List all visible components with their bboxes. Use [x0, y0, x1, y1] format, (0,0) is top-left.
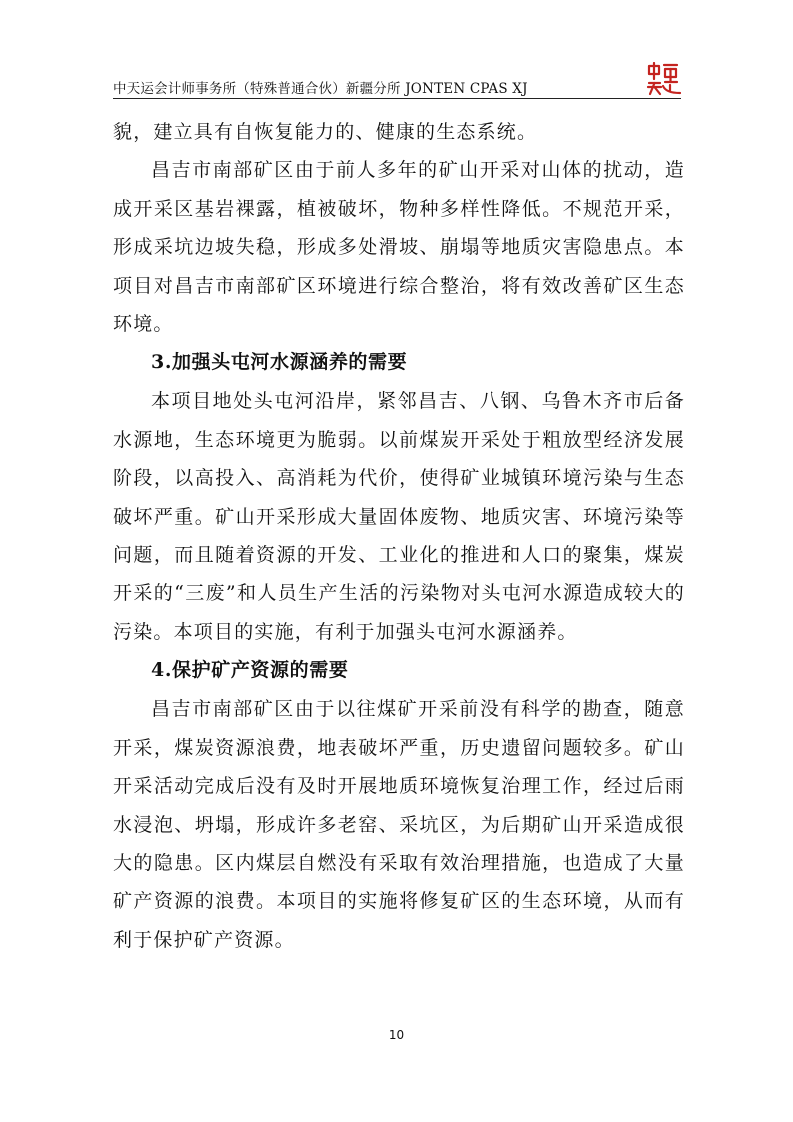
paragraph-water-source: 本项目地处头屯河沿岸，紧邻昌吉、八钢、乌鲁木齐市后备水源地，生态环境更为脆弱。以前煤炭开采处于粗放型经济发展阶段，以高投入、高消耗为代价，使得矿业城镇环境污染与生态破坏严重。矿山开采形成大量固体废物、地质灾害、环境污染等问题，而且随着资源的开发、工业化的推进和人口的聚集，煤炭开采的“三废”和人员生产生活的污染物对头屯河水源造成较大的污染。本项目的实施，有利于加强头屯河水源涵养。: [113, 390, 685, 643]
header-rule: [113, 98, 681, 99]
page-number: 10: [388, 1028, 405, 1042]
paragraph-continuation: 貌，建立具有自恢复能力的、健康的生态系统。: [113, 121, 538, 143]
paragraph-mining-disturbance: 昌吉市南部矿区由于前人多年的矿山开采对山体的扰动，造成开采区基岩裸露，植被破坏，物种多样性降低。不规范开采，形成采坑边坡失稳，形成多处滑坡、崩塌等地质灾害隐患点。本项目对昌吉市南部矿区环境进行综合整治，将有效改善矿区生态环境。: [113, 159, 685, 336]
heading-section-3: 3.加强头屯河水源涵养的需要: [151, 351, 408, 374]
heading-section-4: 4.保护矿产资源的需要: [151, 659, 349, 682]
header-text: 中天运会计师事务所（特殊普通合伙）新疆分所 JONTEN CPAS XJ: [113, 81, 528, 97]
paragraph-mineral-resources: 昌吉市南部矿区由于以往煤矿开采前没有科学的勘查，随意开采，煤炭资源浪费，地表破坏严重，历史遗留问题较多。矿山开采活动完成后没有及时开展地质环境恢复治理工作，经过后雨水浸泡、坍塌，形成许多老窑、采坑区，为后期矿山开采造成很大的隐患。区内煤层自燃没有采取有效治理措施，也造成了大量矿产资源的浪费。本项目的实施将修复矿区的生态环境，从而有利于保护矿产资源。: [113, 698, 685, 951]
page-header: [113, 68, 681, 98]
firm-logo-icon: [646, 62, 682, 96]
document-body: [113, 113, 685, 959]
